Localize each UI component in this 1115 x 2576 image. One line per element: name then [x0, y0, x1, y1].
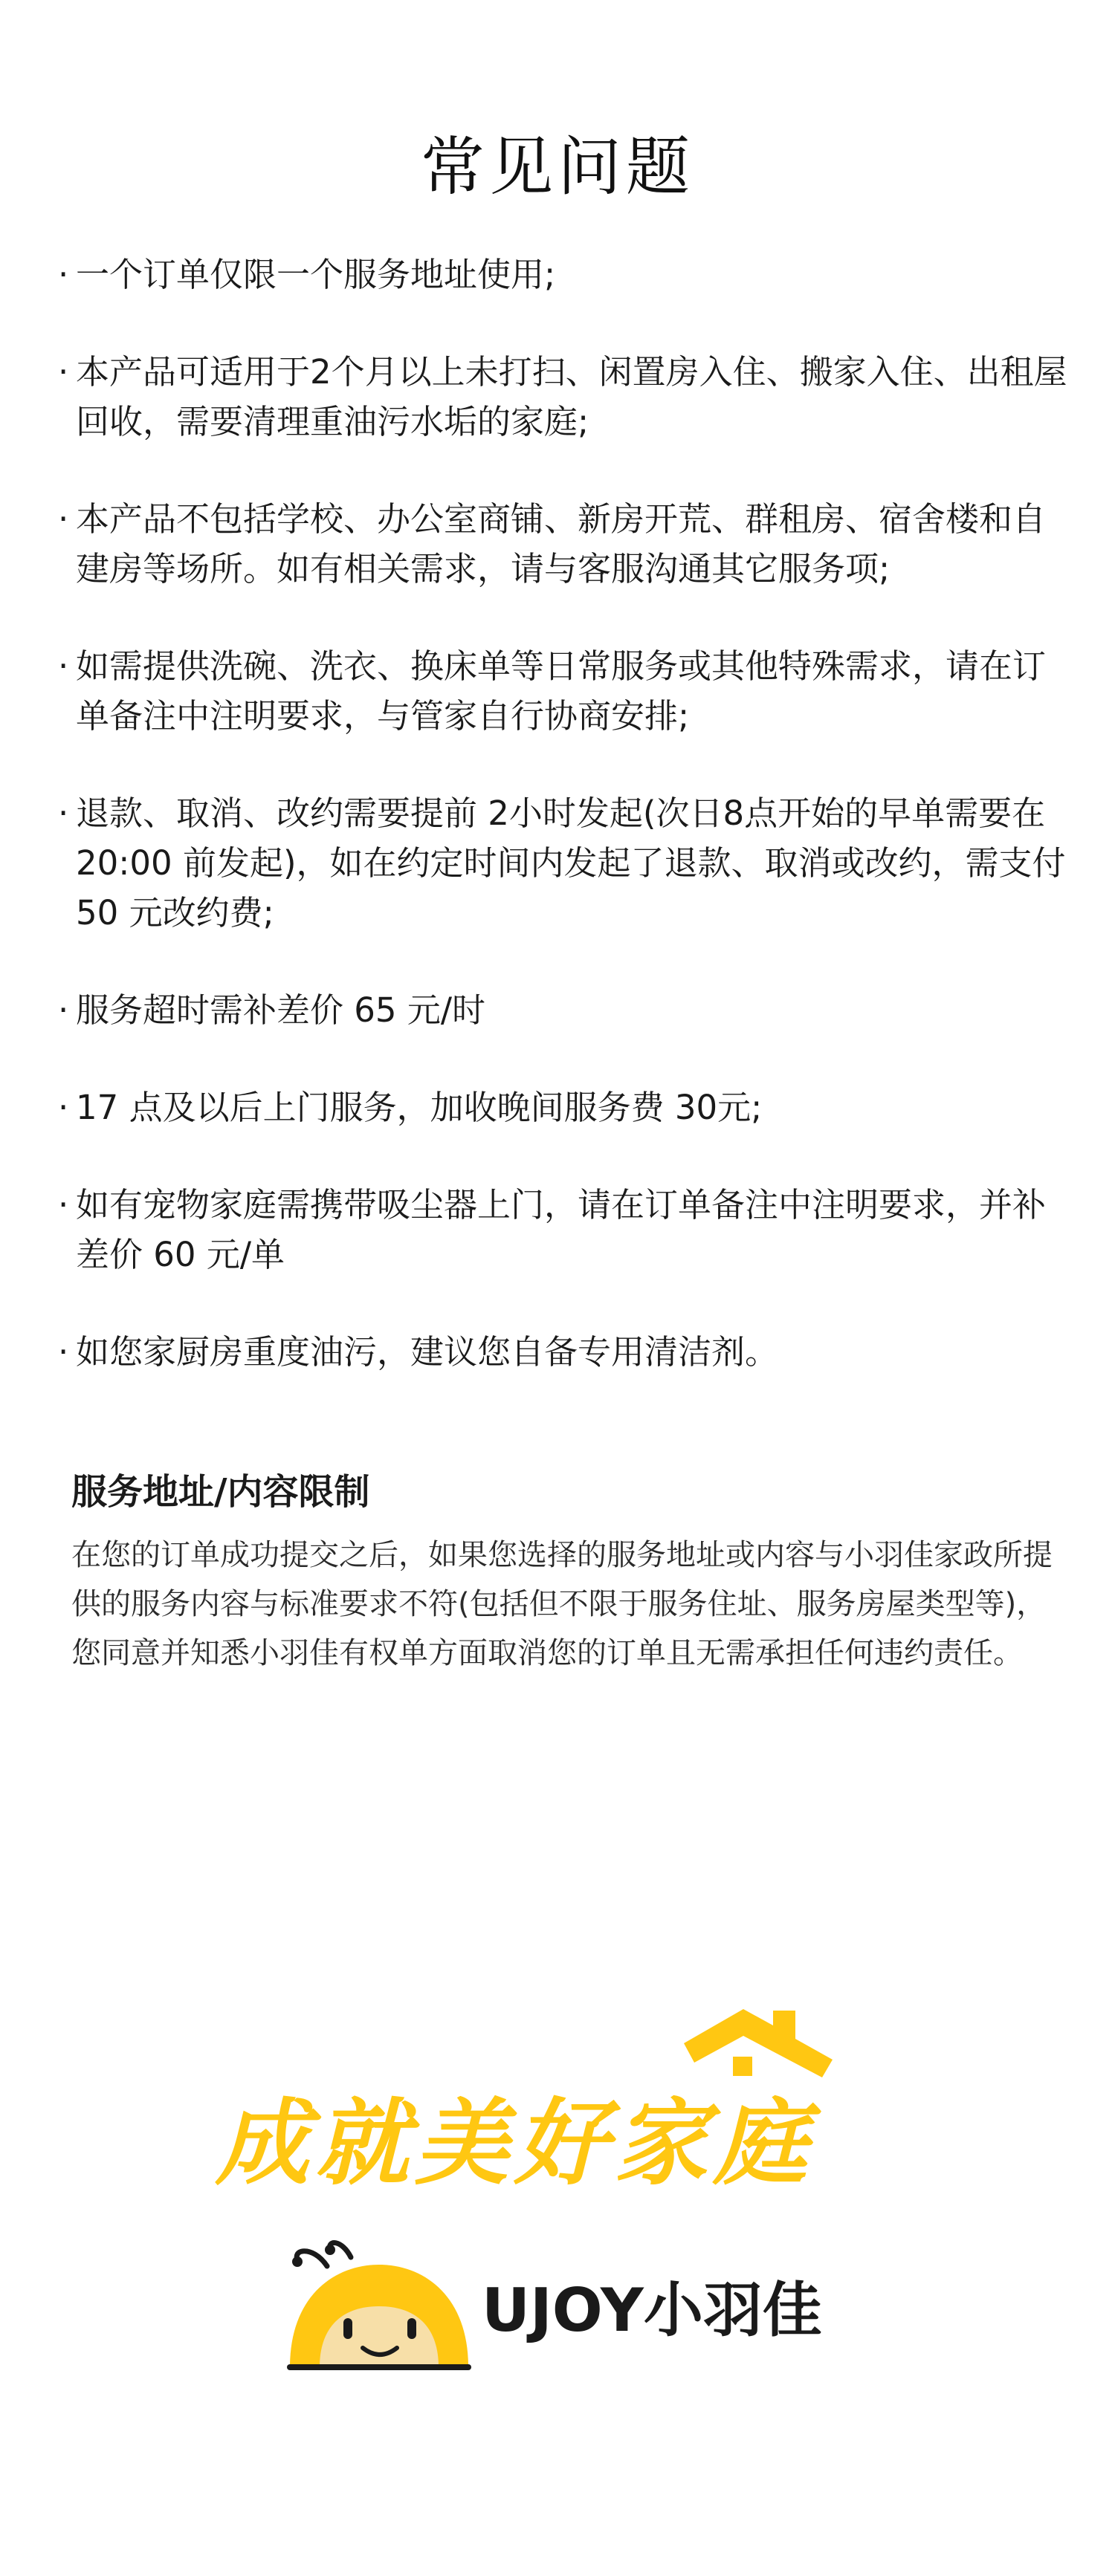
faq-item-text: 本产品可适用于2个月以上未打扫、闲置房入住、搬家入住、出租屋回收，需要清理重油污水垢的家庭; [76, 352, 1067, 441]
brand-logo [282, 2236, 847, 2378]
faq-item [58, 494, 1069, 594]
faq-item [58, 347, 1069, 447]
faq-list [58, 250, 1069, 1424]
bullet: · [58, 794, 69, 833]
bullet: · [58, 352, 69, 392]
faq-item [58, 1180, 1069, 1279]
faq-item-text: 本产品不包括学校、办公室商铺、新房开荒、群租房、宿舍楼和自建房等场所。如有相关需求，请与客服沟通其它服务项; [76, 499, 1047, 588]
bullet: · [58, 1185, 69, 1224]
bullet: · [58, 499, 69, 539]
faq-item-text: 如有宠物家庭需携带吸尘器上门，请在订单备注中注明要求，并补差价 60 元/单 [76, 1185, 1047, 1274]
faq-item [58, 1327, 1069, 1377]
brand-name: UJOY小羽佳 [482, 2276, 822, 2345]
faq-item [58, 985, 1069, 1035]
bullet: · [58, 255, 69, 294]
page-title: 常见问题 [421, 129, 694, 204]
faq-item-text: 退款、取消、改约需要提前 2小时发起(次日8点开始的早单需要在 20:00 前发起)，如在约定时间内发起了退款、取消或改约，需支付 50 元改约费; [76, 794, 1066, 932]
faq-item-text: 如您家厨房重度油污，建议您自备专用清洁剂。 [76, 1332, 779, 1372]
restriction-heading: 服务地址/内容限制 [71, 1470, 370, 1513]
bullet: · [58, 990, 69, 1030]
slogan-logo [208, 2006, 877, 2199]
faq-item-text: 一个订单仅限一个服务地址使用; [76, 255, 556, 294]
bullet: · [58, 646, 69, 686]
restriction-body: 在您的订单成功提交之后，如果您选择的服务地址或内容与小羽佳家政所提供的服务内容与标准要求不符(包括但不限于服务住址、服务房屋类型等)，您同意并知悉小羽佳有权单方面取消您的订单且无需承担任何违约责任。 [71, 1538, 1053, 1670]
faq-item [58, 250, 1069, 299]
faq-item-text: 17 点及以后上门服务，加收晚间服务费 30元; [76, 1088, 763, 1127]
slogan-text: 成就美好家庭 [216, 2089, 813, 2198]
bee-mascot-icon [282, 2236, 476, 2378]
faq-item [58, 1083, 1069, 1132]
faq-item-text: 如需提供洗碗、洗衣、换床单等日常服务或其他特殊需求，请在订单备注中注明要求，与管家自行协商安排; [76, 646, 1047, 736]
bullet: · [58, 1088, 69, 1127]
bullet: · [58, 1332, 69, 1372]
faq-item [58, 788, 1069, 938]
faq-item [58, 641, 1069, 741]
faq-item-text: 服务超时需补差价 65 元/时 [76, 990, 486, 1030]
